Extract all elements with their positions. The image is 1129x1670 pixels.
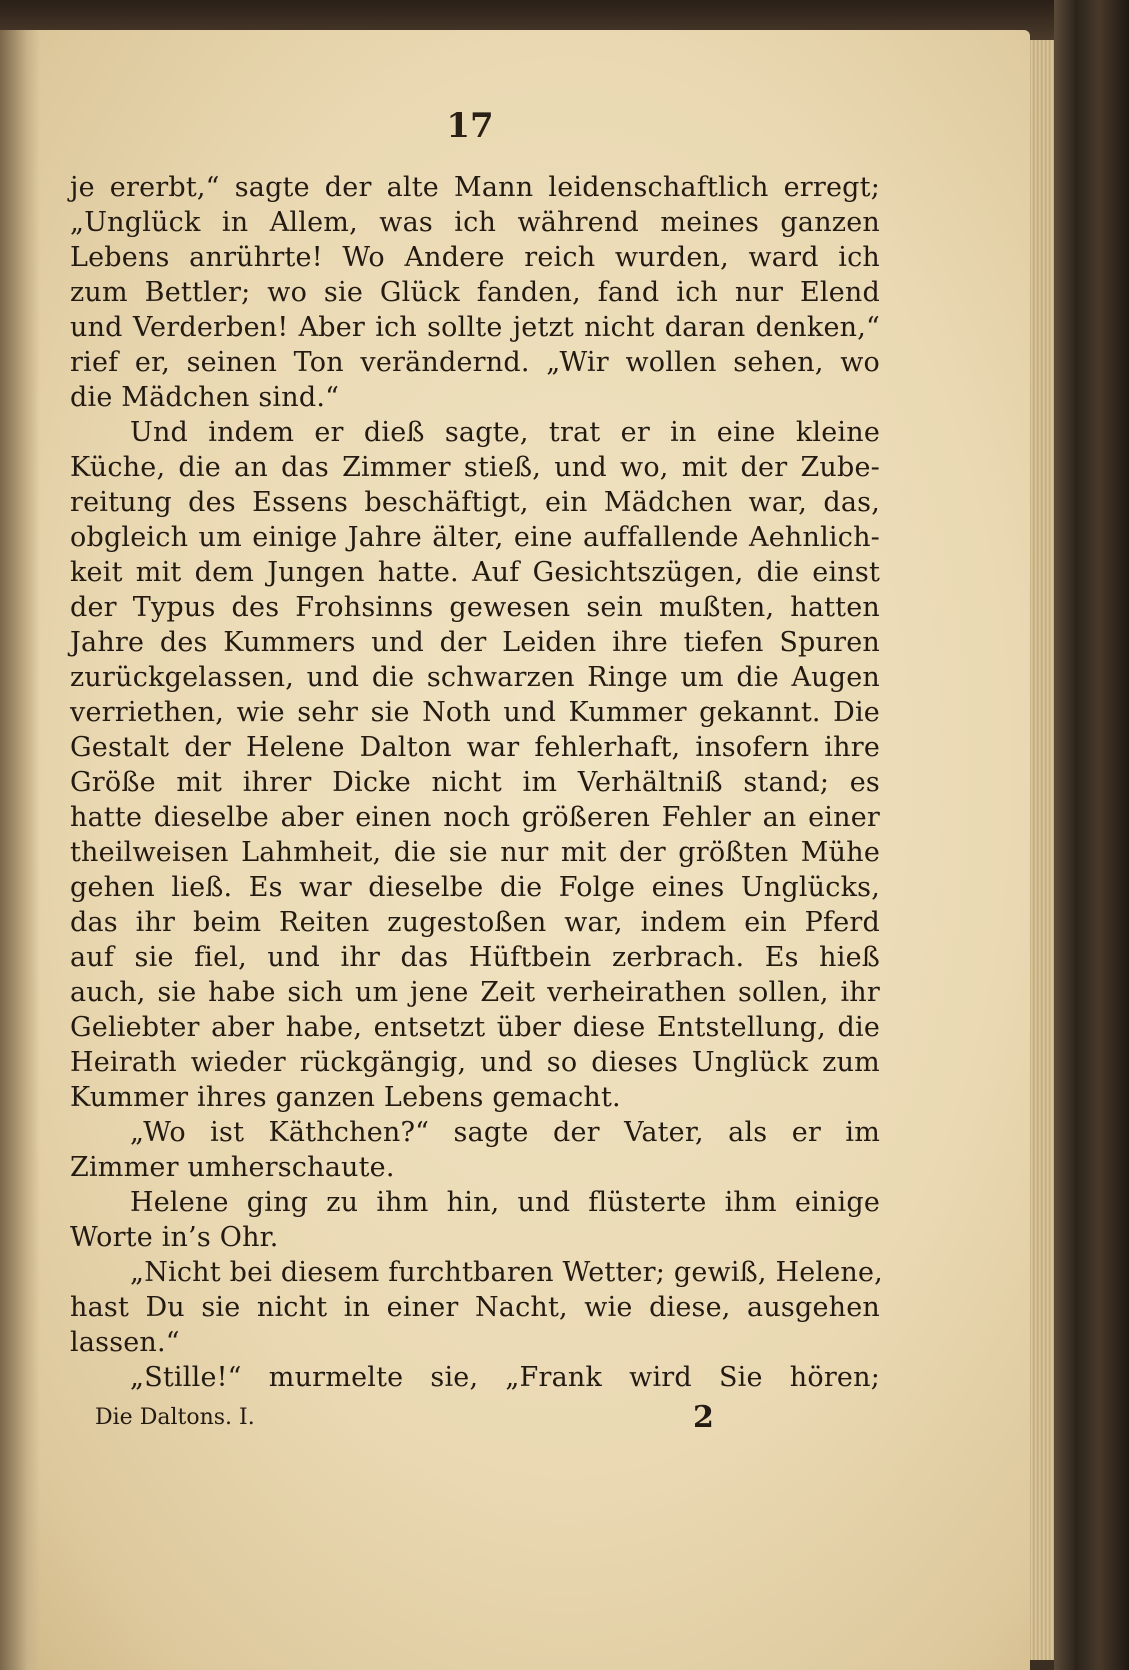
text-line: das ihr beim Reiten zugestoßen war, indem ein Pferd	[70, 907, 880, 938]
text-line: Gestalt der Helene Dalton war fehlerhaft, insofern ihre	[70, 732, 880, 763]
text-line: Küche, die an das Zimmer stieß, und wo, mit der Zube-	[70, 452, 880, 483]
text-line: theilweisen Lahmheit, die sie nur mit der größten Mühe	[70, 837, 880, 868]
text-line: Lebens anrührte! Wo Andere reich wurden, ward ich	[70, 242, 880, 273]
text-line: „Wo ist Käthchen?“ sagte der Vater, als er im	[130, 1117, 880, 1148]
text-line: verriethen, wie sehr sie Noth und Kummer gekannt. Die	[70, 697, 880, 728]
text-line: rief er, seinen Ton verändernd. „Wir wollen sehen, wo	[70, 347, 880, 378]
text-line: auch, sie habe sich um jene Zeit verheirathen sollen, ihr	[70, 977, 880, 1008]
text-line: „Unglück in Allem, was ich während meines ganzen	[70, 207, 880, 238]
text-line: Und indem er dieß sagte, trat er in eine kleine	[130, 417, 880, 448]
text-line: obgleich um einige Jahre älter, eine auffallende Aehnlich-	[70, 522, 880, 553]
text-line: Worte in’s Ohr.	[70, 1222, 279, 1253]
text-line: Heirath wieder rückgängig, und so dieses Unglück zum	[70, 1047, 880, 1078]
body-text	[70, 170, 883, 1395]
page-footer	[95, 1398, 715, 1438]
text-line: „Nicht bei diesem furchtbaren Wetter; gewiß, Helene,	[130, 1257, 883, 1288]
text-line: Jahre des Kummers und der Leiden ihre tiefen Spuren	[70, 627, 880, 658]
text-line: zum Bettler; wo sie Glück fanden, fand ich nur Elend	[70, 277, 880, 308]
page-gutter	[0, 30, 40, 1670]
text-line: die Mädchen sind.“	[70, 382, 340, 413]
text-line: Größe mit ihrer Dicke nicht im Verhältniß stand; es	[70, 767, 880, 798]
page-number: 17	[446, 106, 494, 146]
text-line: auf sie fiel, und ihr das Hüftbein zerbrach. Es hieß	[70, 942, 880, 973]
text-line: Kummer ihres ganzen Lebens gemacht.	[70, 1082, 621, 1113]
text-line: Zimmer umherschaute.	[70, 1152, 395, 1183]
text-line: Geliebter aber habe, entsetzt über diese Entstellung, die	[70, 1012, 880, 1043]
book-spine-edge	[1054, 0, 1129, 1670]
text-line: und Verderben! Aber ich sollte jetzt nicht daran denken,“	[70, 312, 880, 343]
text-line: gehen ließ. Es war dieselbe die Folge eines Unglücks,	[70, 872, 880, 903]
text-line: Helene ging zu ihm hin, und flüsterte ihm einige	[130, 1187, 880, 1218]
text-line: hatte dieselbe aber einen noch größeren Fehler an einer	[70, 802, 880, 833]
text-line: keit mit dem Jungen hatte. Auf Gesichtszügen, die einst	[70, 557, 880, 588]
text-line: „Stille!“ murmelte sie, „Frank wird Sie hören;	[130, 1362, 880, 1393]
text-line: je ererbt,“ sagte der alte Mann leidenschaftlich erregt;	[70, 172, 880, 203]
signature-mark: Die Daltons. I.	[95, 1405, 255, 1430]
text-line: reitung des Essens beschäftigt, ein Mädchen war, das,	[70, 487, 880, 518]
text-line: zurückgelassen, und die schwarzen Ringe um die Augen	[70, 662, 880, 693]
text-line: der Typus des Frohsinns gewesen sein mußten, hatten	[70, 592, 880, 623]
sheet-number: 2	[693, 1400, 714, 1435]
text-line: hast Du sie nicht in einer Nacht, wie diese, ausgehen	[70, 1292, 880, 1323]
text-line: lassen.“	[70, 1327, 180, 1358]
